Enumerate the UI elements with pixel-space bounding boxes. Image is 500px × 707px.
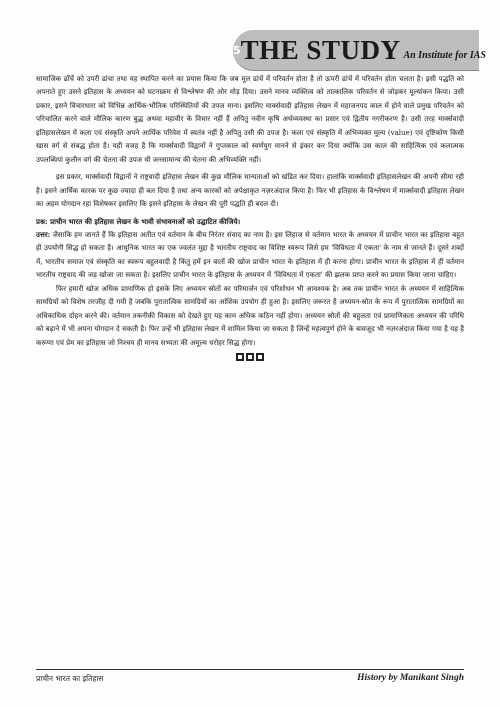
question-label: प्रश्न: xyxy=(36,216,48,226)
end-mark xyxy=(36,353,464,361)
brand-tagline: An Institute for IAS xyxy=(403,49,486,61)
footer-author: History by Manikant Singh xyxy=(357,673,464,683)
end-box-icon xyxy=(256,353,264,361)
header-banner xyxy=(233,30,486,71)
brand-name: THE STUDY xyxy=(240,34,401,65)
footer-subject: प्राचीन भारत का इतिहास xyxy=(36,674,104,683)
page-number: 5 xyxy=(233,43,241,57)
answer-text: जैसाकि हम जानते हैं कि इतिहास अतीत एवं वर्तमान के बीच निरंतर संवाद का नाम है। इस लिहाज से वर्तमान भारत के अध्ययन में प्राचीन भारत का इतिहास बहुत ही उपयोगी सिद्ध हो सकता है। आधुनिक भारत का एक ज्वलंत मुद्दा है भारतीय राष्ट्रवाद का विशिष्ट स्वरूप जिसे हम 'विविधता में एकता' के नाम से जानते हैं। दूसरे शब्दों में, भारतीय समाज एवं संस्कृति का स्वरूप बहुलवादी है किंतु हमें इन बातों की खोज प्राचीन भारत के इतिहास में ही करना होगा। प्राचीन भारत के इतिहास में ही वर्तमान भारतीय राष्ट्रवाद की जड़ खोजा जा सकता है। इसलिए प्राचीन भारत के इतिहास के अध्ययन में 'विविधता में एकता' की झलक प्राप्त करने का प्रयास किया जाना चाहिए। xyxy=(36,229,464,280)
footer-divider xyxy=(36,669,464,670)
question-text: प्राचीन भारत की इतिहास लेखन के भावी संभावनाओं को उद्घाटित कीजिये। xyxy=(50,216,241,226)
paragraph-1: सामाजिक ढाँचें को उपरी ढांचा तथा यह स्थापित करने का प्रयास किया कि जब मूल ढांचें में परिवर्तन होता है तो ऊपरी ढांचें में परिवर्तन होता चलता है। इसी पद्धति को अपनाते हुए उसने इतिहास के अध्ययन को घटनाक्रम से विश्लेषण की ओर मोड़ दिया। उसने मानव व्यक्तित्व को तात्कालिक परिवर्तन से जोड़कर मूल्यांकन किया। उसी प्रकार, इसने विचारधारा को विभिन्न आर्थिक-भौतिक परिस्थितियों की उपज माना। इसलिए मार्क्सवादी इतिहास लेखन में महाजनपद काल में होने वाले प्रमुख परिवर्तन को परिचालित करने वाले मौलिक कारण बुद्ध अथवा महावीर के विचार नहीं हैं अपितु नवीन कृषि अर्थव्यवस्था का प्रसार एवं द्वितीय नगरीकरण है। उसी तरह मार्क्सवादी इतिहासलेखन में कला एवं संस्कृति अपने आर्थिक परिवेश में स्वतंत्र नहीं है अपितु उसी की उपज है। कला एवं संस्कृति में अभिव्यक्त मूल्य (value) एवं दृष्टिकोण किसी खास वर्ग से संबद्ध होता है। यही वजह है कि मार्क्सवादी विद्वानों ने गुप्तकाल को स्वर्णयुग मानने से इंकार कर दिया क्योंकि उस काल की साहित्यिक एवं कलात्मक उपलब्धियां कुलीन वर्ग की चेतना की उपज थी जनसामान्य की चेतना की अभिव्यक्ति नहीं। xyxy=(36,74,464,164)
answer-label: उत्तर: xyxy=(36,229,51,239)
end-box-icon xyxy=(246,353,254,361)
end-box-icon xyxy=(236,353,244,361)
answer xyxy=(36,228,464,282)
question xyxy=(36,215,464,228)
paragraph-4: फिर हमारी खोज अधिक प्रामाणिक हो इसके लिए अध्ययन स्रोतों का परिमार्जन एवं परिशोधन भी आवश्यक है। अब तक प्राचीन भारत के अध्ययन में साहित्यिक सामग्रियों को विशेष तरजीह दी गयी है जबकि पुरातात्विक सामग्रियों का आंशिक उपयोग ही हुआ है। इसलिए जरूरत है अध्ययन-स्रोत के रूप में पुरातात्विक सामग्रियों का अधिकाधिक दोहन करने की। वर्तमान तकनीकी विकास को देखते हुए यह काम अधिक कठिन नहीं होगा। अध्ययन स्रोतों की बहुलता एवं प्रामाणिकता अध्ययन की परिधि को बढ़ाने में भी अपना योगदान दे सकती है। फिर उन्हें भी इतिहास लेखन में शामिल किया जा सकता है जिन्हें महत्वपूर्ण होने के बावजूद भी नज़रअंदाज किया गया है यह है करूणा एवं प्रेम का इतिहास जो निश्चय ही मानव सभ्यता की अमूल्य धरोहर सिद्ध होगा। xyxy=(36,283,464,347)
paragraph-2: इस प्रकार, मार्क्सवादी विद्वानों ने राष्ट्रवादी इतिहास लेखन की कुछ मौलिक मान्यताओं को खंडित कर दिया। हालांकि मार्क्सवादी इतिहासलेखन की अपनी सीमा रही है। इसने आर्थिक कारक पर कुछ ज्यादा ही बल दिया है तथा अन्य कारकों को अपेक्षाकृत नज़रअंदाज किया है। फिर भी इतिहास के विश्लेषण में मार्क्सवादी इतिहास लेखन का अहम योगदान रहा विशेषकर इसलिए कि इसने इतिहास के लेखन की पूरी पद्धति ही बदल दी। xyxy=(36,172,464,209)
page-content xyxy=(36,72,464,361)
